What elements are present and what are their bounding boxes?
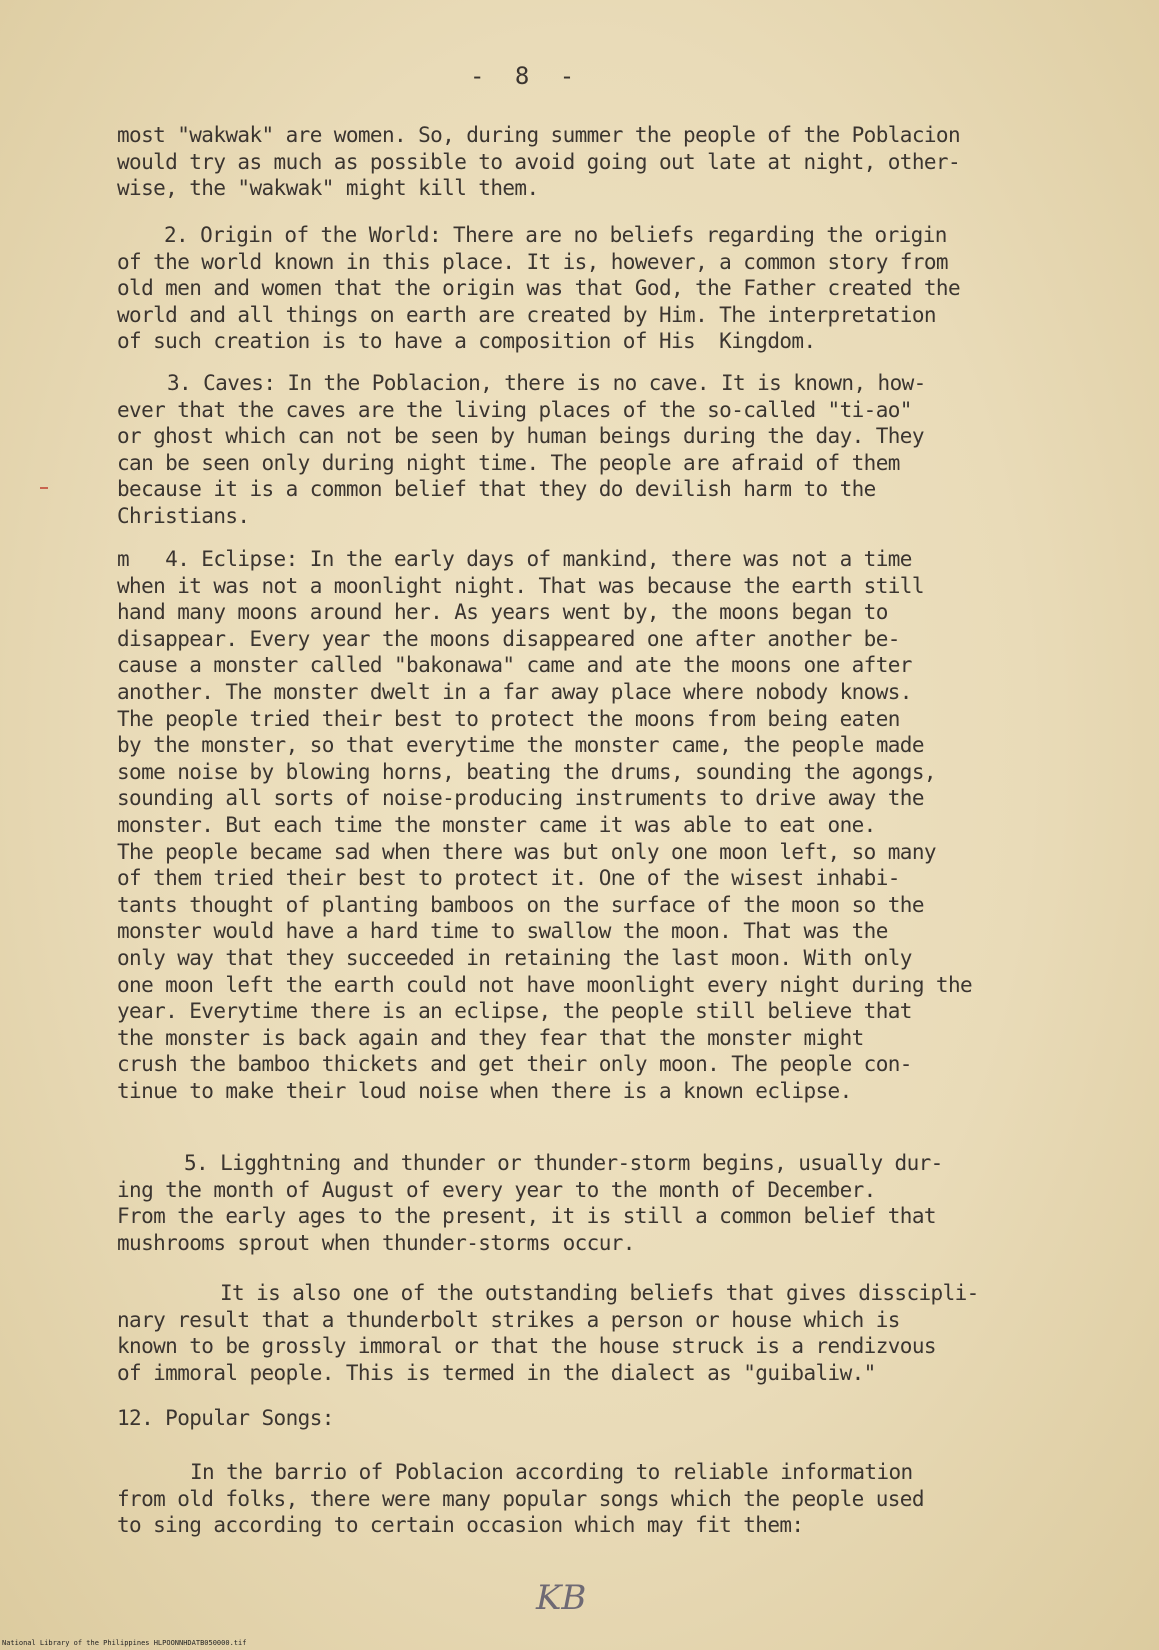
text-line: one moon left the earth could not have moonlight every night during the — [117, 972, 973, 997]
text-line: or ghost which can not be seen by human beings during the day. They — [117, 424, 924, 449]
text-line: The people became sad when there was but only one moon left, so many — [117, 839, 936, 864]
text-line: world and all things on earth are created by Him. The interpretation — [117, 302, 936, 327]
text-line: sounding all sorts of noise-producing instruments to drive away the — [117, 786, 924, 811]
text-line: mushrooms sprout when thunder-storms occur. — [117, 1230, 635, 1255]
text-line: most "wakwak" are women. So, during summer the people of the Poblacion — [117, 123, 961, 147]
text-line: 12. Popular Songs: — [117, 1406, 334, 1430]
text-line: would try as much as possible to avoid going out late at night, other- — [117, 149, 961, 174]
text-line: tinue to make their loud noise when there is a known eclipse. — [117, 1079, 852, 1103]
text-line: cause a monster called "bakonawa" came and ate the moons one after — [117, 653, 912, 678]
scan-footer: National Library of the Philippines HLPOONNHDATB050000.tif — [2, 1639, 247, 1647]
text-line: ing the month of August of every year to the month of December. — [117, 1177, 876, 1202]
text-line: from old folks, there were many popular songs which the people used — [117, 1486, 924, 1511]
text-line: wise, the "wakwak" might kill them. — [117, 176, 539, 201]
text-line: another. The monster dwelt in a far away place where nobody knows. — [117, 680, 912, 704]
text-line: m 4. Eclipse: In the early days of mankind, there was not a time — [117, 547, 912, 571]
text-line: old men and women that the origin was that God, the Father created the — [117, 276, 961, 301]
page-number: - 8 - — [470, 62, 583, 90]
text-line: of such creation is to have a composition of His Kingdom. — [117, 329, 816, 354]
text-line: tants thought of planting bamboos on the surface of the moon so the — [117, 892, 924, 917]
text-line: of the world known in this place. It is, however, a common story from — [117, 249, 948, 274]
text-line: disappear. Every year the moons disappeared one after another be- — [117, 626, 900, 651]
text-line: 2. Origin of the World: There are no beliefs regarding the origin — [164, 223, 947, 247]
text-line: when it was not a moonlight night. That was because the earth still — [117, 573, 924, 598]
text-line: ever that the caves are the living places of the so-called "ti-ao" — [117, 397, 912, 422]
text-line: monster would have a hard time to swallow the moon. That was the — [117, 919, 888, 944]
text-line: It is also one of the outstanding beliefs that gives disscipli- — [220, 1281, 979, 1305]
text-line: to sing according to certain occasion which may fit them: — [117, 1513, 804, 1538]
text-line: some noise by blowing horns, beating the drums, sounding the agongs, — [117, 759, 936, 784]
text-line: year. Everytime there is an eclipse, the people still believe that — [117, 999, 912, 1024]
text-line: of them tried their best to protect it. One of the wisest inhabi- — [117, 866, 900, 891]
text-line: of immoral people. This is termed in the dialect as "guibaliw." — [117, 1360, 876, 1385]
text-line: 3. Caves: In the Poblacion, there is no cave. It is known, how- — [167, 371, 926, 395]
text-line: From the early ages to the present, it is still a common belief that — [117, 1204, 936, 1229]
margin-mark — [40, 487, 48, 489]
text-line: only way that they succeeded in retaining the last moon. With only — [117, 946, 912, 970]
text-line: hand many moons around her. As years went by, the moons began to — [117, 600, 888, 625]
text-line: Christians. — [117, 504, 250, 528]
text-line: by the monster, so that everytime the monster came, the people made — [117, 733, 924, 758]
text-line: because it is a common belief that they do devilish harm to the — [117, 477, 876, 502]
text-line: In the barrio of Poblacion according to reliable information — [190, 1460, 913, 1484]
text-line: monster. But each time the monster came it was able to eat one. — [117, 813, 876, 837]
text-line: known to be grossly immoral or that the house struck is a rendizvous — [117, 1334, 936, 1359]
text-line: nary result that a thunderbolt strikes a person or house which is — [117, 1307, 900, 1332]
text-line: can be seen only during night time. The people are afraid of them — [117, 450, 900, 475]
text-line: The people tried their best to protect the moons from being eaten — [117, 706, 900, 731]
text-line: the monster is back again and they fear that the monster might — [117, 1025, 864, 1050]
text-line: crush the bamboo thickets and get their only moon. The people con- — [117, 1052, 912, 1077]
handwritten-initials: KB — [536, 1578, 587, 1618]
text-line: 5. Ligghtning and thunder or thunder-storm begins, usually dur- — [184, 1151, 943, 1175]
